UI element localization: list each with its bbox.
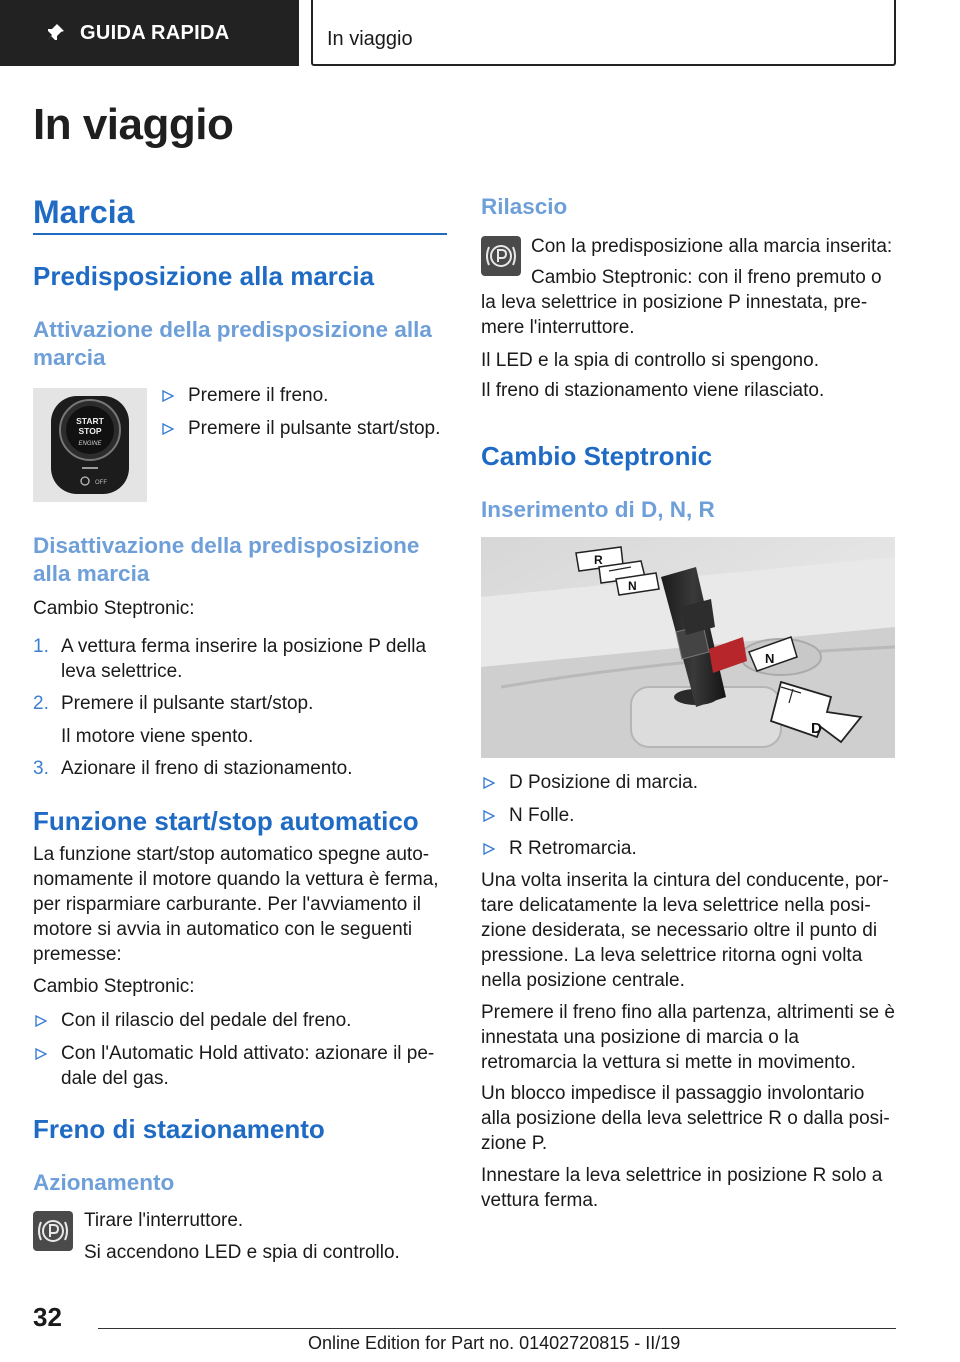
button-engine-text: ENGINE [78, 441, 102, 447]
heading-inserimento: Inserimento di D, N, R [481, 497, 715, 522]
paragraph: Premere il freno fino alla partenza, altrimenti se è innestata una posizione di marcia o la retromarcia la vettura si mette in movimento. [481, 1002, 895, 1073]
gear-selector-image [481, 537, 895, 758]
triangle-bullet-icon [162, 423, 174, 435]
gear-label-d: D [811, 720, 822, 737]
list-item: N Folle. [481, 803, 895, 828]
paragraph: Un blocco impedisce il passaggio involontario alla posizione della leva selettrice R o dalla posi-zione P. [481, 1083, 890, 1154]
paragraph: Una volta inserita la cintura del conducente, por-tare delicatamente la leva selettrice nella posi-zione desiderata, se necessario oltre il punto di pressione. La leva selettrice ritorna ogni volta nella posizione centrale. [481, 870, 889, 991]
button-stop-text: STOP [78, 426, 102, 436]
heading-rilascio: Rilascio [481, 194, 568, 219]
list-item: Il motore viene spento. [61, 726, 254, 747]
list-item: D Posizione di marcia. [481, 770, 895, 795]
page-number: 32 [33, 1302, 62, 1332]
section-tab-label: GUIDA RAPIDA [80, 21, 230, 44]
heading-attivazione: Attivazione della predisposizione alla marcia [33, 317, 432, 370]
parking-brake-icon [33, 1211, 73, 1251]
button-off-text: OFF [95, 480, 107, 486]
heading-predisposizione: Predisposizione alla marcia [33, 261, 375, 291]
list-item: 1. A vettura ferma inserire la posizione P della leva selettrice. [33, 636, 427, 682]
list-item: R Retromarcia. [481, 836, 895, 861]
heading-marcia: Marcia [33, 194, 135, 230]
triangle-bullet-icon [35, 1015, 47, 1027]
list-item: Premere il freno. [160, 383, 450, 408]
paragraph: Cambio Steptronic: [33, 598, 195, 619]
paragraph: La funzione start/stop automatico spegne auto-nomamente il motore quando la vettura è ferma, per risparmiare carburante. Per l'avviamento il motore si avvia in automatico con le seguenti premesse: [33, 844, 439, 965]
paragraph: Si accendono LED e spia di controllo. [84, 1242, 400, 1263]
paragraph: Il LED e la spia di controllo si spengono. [481, 350, 819, 371]
pushpin-icon [44, 22, 66, 44]
list-item: Con il rilascio del pedale del freno. [33, 1008, 447, 1033]
paragraph: Il freno di stazionamento viene rilasciato. [481, 380, 825, 401]
chapter-label: In viaggio [327, 28, 413, 50]
footer-edition: Online Edition for Part no. 01402720815 - II/19 [308, 1333, 681, 1353]
triangle-bullet-icon [483, 777, 495, 789]
button-start-text: START [76, 416, 104, 426]
list-item: Premere il pulsante start/stop. [160, 416, 450, 441]
heading-freno: Freno di stazionamento [33, 1114, 325, 1144]
paragraph: Innestare la leva selettrice in posizione R solo a vettura ferma. [481, 1165, 883, 1211]
triangle-bullet-icon [162, 390, 174, 402]
paragraph: Cambio Steptronic: [33, 976, 195, 997]
triangle-bullet-icon [483, 843, 495, 855]
list-item: Con l'Automatic Hold attivato: azionare il pe-dale del gas. [33, 1041, 447, 1091]
section-tab[interactable] [0, 0, 299, 66]
heading-startstop: Funzione start/stop automatico [33, 806, 419, 836]
paragraph: Tirare l'interruttore. [84, 1210, 244, 1231]
heading-azionamento: Azionamento [33, 1170, 175, 1195]
list-item: 3. Azionare il freno di stazionamento. [33, 758, 353, 779]
chapter-header [311, 0, 896, 66]
gear-label-n-top: N [628, 579, 637, 593]
start-stop-button-image [33, 388, 147, 502]
list-item: 2. Premere il pulsante start/stop. [33, 693, 314, 714]
heading-disattivazione: Disattivazione della predisposizione alla marcia [33, 533, 420, 586]
paragraph: Cambio Steptronic: con il freno premuto o la leva selettrice in posizione P innestata, pre-mere l'interruttore. [481, 267, 882, 338]
paragraph: Con la predisposizione alla marcia inserita: [531, 236, 893, 257]
heading-steptronic: Cambio Steptronic [481, 441, 713, 471]
gear-label-r: R [594, 553, 603, 567]
page-title: In viaggio [33, 100, 234, 149]
triangle-bullet-icon [483, 810, 495, 822]
heading-rule [33, 233, 447, 235]
triangle-bullet-icon [35, 1048, 47, 1060]
footer-rule [98, 1328, 896, 1329]
gear-label-n: N [765, 651, 775, 666]
